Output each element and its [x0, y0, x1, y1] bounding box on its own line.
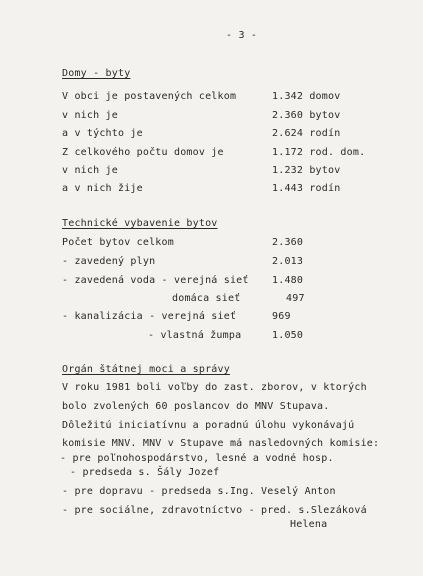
- row-label: v nich je: [62, 165, 118, 176]
- row-value: 1.480: [272, 275, 304, 286]
- row-value: 969: [272, 311, 291, 322]
- row-label: Z celkového počtu domov je: [62, 147, 224, 158]
- row-value: 1.342 domov: [272, 91, 341, 102]
- row-value: 2.360: [272, 237, 304, 248]
- row-label: - vlastná žumpa: [148, 330, 242, 341]
- row-value: 1.050: [272, 330, 304, 341]
- row-label: a v nich žije: [62, 183, 143, 194]
- page-number: - 3 -: [226, 30, 258, 41]
- paragraph-line: V roku 1981 boli voľby do zast. zborov, v ktorých: [62, 382, 367, 393]
- row-label: Počet bytov celkom: [62, 237, 174, 248]
- row-value: 2.360 bytov: [272, 110, 341, 121]
- row-label: a v týchto je: [62, 128, 143, 139]
- row-label: - zavedený plyn: [62, 256, 156, 267]
- paragraph-line: bolo zvolených 60 poslancov do MNV Stupava.: [62, 401, 330, 412]
- row-value: 2.624 rodín: [272, 128, 341, 139]
- section-heading-authority: Orgán štátnej moci a správy: [62, 364, 230, 375]
- row-value: 1.232 bytov: [272, 165, 341, 176]
- list-item-sub: Helena: [290, 519, 328, 530]
- row-value: 1.443 rodín: [272, 183, 341, 194]
- section-heading-houses: Domy - byty: [62, 68, 131, 79]
- row-label: - zavedená voda - verejná sieť: [62, 275, 249, 286]
- row-label: domáca sieť: [172, 293, 241, 304]
- row-label: V obci je postavených celkom: [62, 91, 237, 102]
- row-value: 1.172 rod. dom.: [272, 147, 366, 158]
- row-label: - kanalizácia - verejná sieť: [62, 311, 237, 322]
- section-heading-equipment: Technické vybavenie bytov: [62, 218, 218, 229]
- row-value: 2.013: [272, 256, 304, 267]
- list-item: - pre dopravu - predseda s.Ing. Veselý Anton: [62, 486, 336, 497]
- list-item: - pre poľnohospodárstvo, lesné a vodné hosp.: [60, 453, 334, 464]
- row-label: v nich je: [62, 110, 118, 121]
- list-item-sub: - predseda s. Šály Jozef: [70, 467, 220, 478]
- row-value: 497: [286, 293, 305, 304]
- paragraph-line: Dôležitú iniciatívnu a poradnú úlohu vykonávajú: [62, 420, 355, 431]
- paragraph-line: komisie MNV. MNV v Stupave má nasledovných komisie:: [62, 438, 380, 449]
- list-item: - pre sociálne, zdravotníctvo - pred. s.Slezáková: [62, 505, 367, 516]
